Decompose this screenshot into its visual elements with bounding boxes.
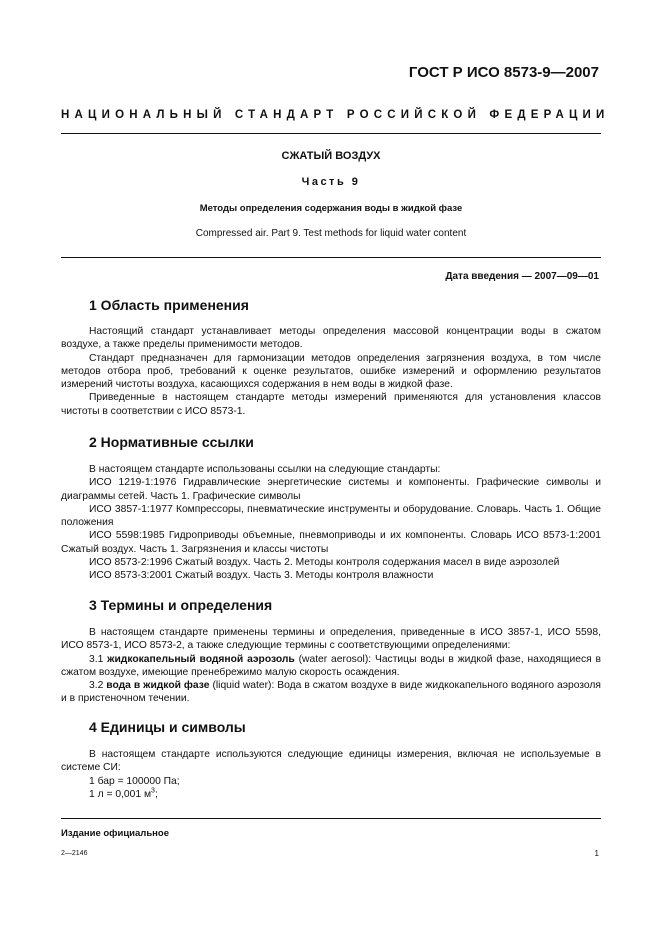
paragraph: Настоящий стандарт устанавливает методы определения массовой концентрации воды в сжатом воздухе, а также пределы применимости методов. [61,326,601,351]
reference-item: ИСО 8573-2:1996 Сжатый воздух. Часть 2. Методы контроля содержания масел в виде аэрозолей [89,557,560,569]
paragraph: В настоящем стандарте применены термины и определения, приведенные в ИСО 3857-1, ИСО 5598, ИСО 8573-1, ИСО 8573-2, а также следующие термины с соответствующими определениями: [61,627,601,652]
term-number: 3.1 [89,653,108,665]
introduction-date: Дата введения — 2007—09—01 [445,271,599,282]
term-text: (water aerosol): Частицы воды в жидкой фазе, находящиеся в сжатом воздухе, имеющие пренебрежимо малую скорость осаждения. [61,653,601,678]
title-rule [61,257,601,258]
term-number: 3.2 [89,680,107,692]
standard-number: ГОСТ Р ИСО 8573-9—2007 [408,64,599,81]
term-text: (liquid water): Вода в сжатом воздухе в виде жидкокапельного водяного аэрозоля и в пристеночном течении. [61,680,601,705]
term: вода в жидкой фазе [106,680,210,692]
footer-rule [61,818,601,819]
section-3-body [61,626,601,706]
page-number: 1 [594,849,599,858]
english-title: Compressed air. Part 9. Test methods for liquid water content [195,228,467,239]
section-1-body [61,325,601,418]
header-rule [61,133,601,134]
reference-item: ИСО 8573-3:2001 Сжатый воздух. Часть 3. Методы контроля влажности [89,570,434,582]
unit-text: 1 л = 0,001 м [89,788,152,800]
unit-end: ; [154,788,158,800]
section-4-body [61,748,601,801]
unit-line: 1 бар = 100000 Па; [89,775,180,787]
reference-item: ИСО 5598:1985 Гидроприводы объемные, пневмоприводы и их компоненты. Словарь ИСО 8573-1:2001 Сжатый воздух. Часть 1. Загрязнения и классы чистоты [61,530,601,555]
paragraph: Приведенные в настоящем стандарте методы измерений применяются для установления классов чистоты в соответствии с ИСО 8573-1. [61,392,601,417]
unit-exponent: 3 [151,787,155,795]
document-part: Часть 9 [301,176,361,188]
reference-item: ИСО 1219-1:1976 Гидравлические энергетические системы и компоненты. Графические символы и диаграммы сетей. Часть 1. Графические символы [61,477,601,502]
section-4-heading: 4 Единицы и символы [89,719,246,735]
section-2-heading: 2 Нормативные ссылки [89,434,254,450]
official-edition-label: Издание официальное [61,828,169,839]
reference-item: ИСО 3857-1:1977 Компрессоры, пневматические инструменты и оборудование. Словарь. Часть 1. Общие положения [61,503,601,529]
paragraph: В настоящем стандарте используются следующие единицы измерения, включая не используемые в системе СИ: [61,749,601,774]
print-code: 2—2146 [61,850,88,857]
section-1-heading: 1 Область применения [89,297,249,313]
term-definition [61,679,601,706]
term: жидкокапельный водяной аэрозоль [107,653,295,665]
paragraph: В настоящем стандарте использованы ссылки на следующие стандарты: [89,464,441,475]
document-title: СЖАТЫЙ ВОЗДУХ [281,150,381,162]
document-subtitle: Методы определения содержания воды в жидкой фазе [199,203,463,214]
paragraph: Стандарт предназначен для гармонизации методов определения загрязнения воздуха, в том числе методов отбора проб, требований к оценке результатов, ошибке измерений и оформлению результатов измерений чистоты воздуха, касающихся содержания в нем воды в жидкой фазе. [61,352,601,391]
national-standard-banner: НАЦИОНАЛЬНЫЙ СТАНДАРТ РОССИЙСКОЙ ФЕДЕРАЦИИ [61,109,610,121]
term-definition [61,653,601,680]
section-2-body [61,463,601,583]
unit-line [61,788,601,801]
section-3-heading: 3 Термины и определения [89,597,273,613]
